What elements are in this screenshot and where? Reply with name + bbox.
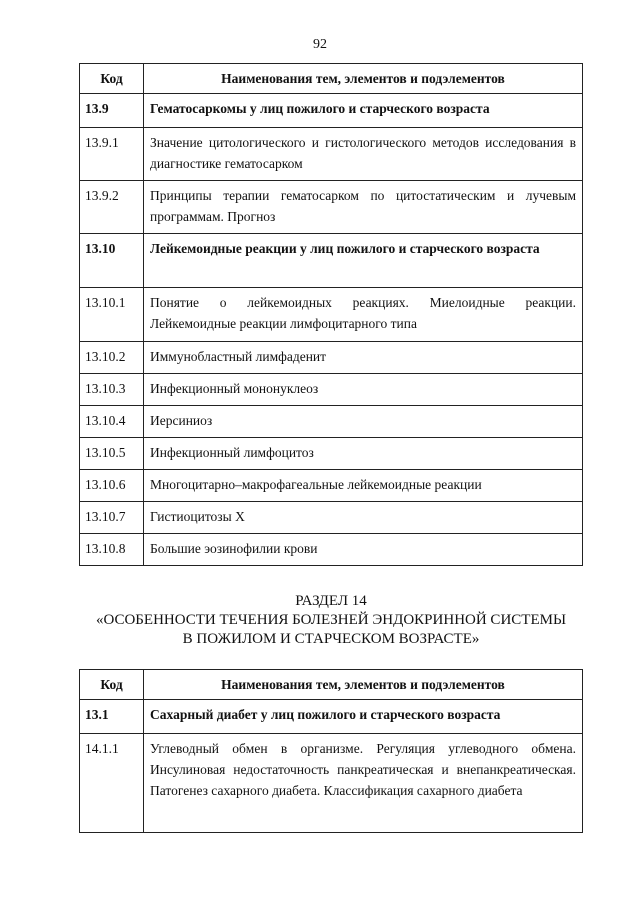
section-heading [79, 592, 583, 649]
table-row [80, 128, 583, 181]
row-text: Значение цитологического и гистологического методов исследования в диагностике гематосарком [144, 128, 583, 181]
row-code: 13.10.4 [80, 406, 144, 438]
row-text: Принципы терапии гематосарком по цитостатическим и лучевым программам. Прогноз [144, 181, 583, 234]
row-code: 13.9 [80, 94, 144, 128]
row-code: 13.10.3 [80, 374, 144, 406]
table-header-row [80, 670, 583, 700]
table-row [80, 700, 583, 734]
row-code: 13.10.7 [80, 502, 144, 534]
row-code: 13.10 [80, 234, 144, 288]
table-row [80, 288, 583, 342]
row-code: 13.1 [80, 700, 144, 734]
row-code: 13.9.1 [80, 128, 144, 181]
table-row [80, 181, 583, 234]
row-text: Инфекционный мононуклеоз [144, 374, 583, 406]
table-header-row [80, 64, 583, 94]
row-code: 13.10.2 [80, 342, 144, 374]
section-title-line-2: В ПОЖИЛОМ И СТАРЧЕСКОМ ВОЗРАСТЕ» [182, 631, 480, 647]
curriculum-table-section-14 [79, 669, 583, 833]
row-text: Лейкемоидные реакции у лиц пожилого и старческого возраста [144, 234, 583, 288]
header-code: Код [80, 64, 144, 94]
header-code: Код [80, 670, 144, 700]
header-name: Наименования тем, элементов и подэлементов [144, 670, 583, 700]
curriculum-table-section-13 [79, 63, 583, 566]
row-text: Сахарный диабет у лиц пожилого и старческого возраста [144, 700, 583, 734]
table-row [80, 470, 583, 502]
row-text: Большие эозинофилии крови [144, 534, 583, 566]
section-number: РАЗДЕЛ 14 [295, 593, 367, 609]
row-code: 13.9.2 [80, 181, 144, 234]
section-title-line-1: «ОСОБЕННОСТИ ТЕЧЕНИЯ БОЛЕЗНЕЙ ЭНДОКРИННОЙ СИСТЕМЫ [95, 612, 567, 628]
table-row [80, 94, 583, 128]
row-text: Многоцитарно–макрофагеальные лейкемоидные реакции [144, 470, 583, 502]
row-code: 13.10.8 [80, 534, 144, 566]
row-code: 13.10.6 [80, 470, 144, 502]
row-text: Гематосаркомы у лиц пожилого и старческого возраста [144, 94, 583, 128]
table-row [80, 234, 583, 288]
table-row [80, 406, 583, 438]
table-row [80, 438, 583, 470]
row-text: Гистиоцитозы Х [144, 502, 583, 534]
row-text: Иерсиниоз [144, 406, 583, 438]
table-row [80, 374, 583, 406]
row-code: 13.10.1 [80, 288, 144, 342]
row-code: 13.10.5 [80, 438, 144, 470]
row-text: Инфекционный лимфоцитоз [144, 438, 583, 470]
table-row [80, 502, 583, 534]
page-number: 92 [313, 37, 327, 52]
row-text: Углеводный обмен в организме. Регуляция углеводного обмена. Инсулиновая недостаточность панкреатическая и внепанкреатическая. Патогенез сахарного диабета. Классификация сахарного диабета [144, 734, 583, 833]
table-row [80, 734, 583, 833]
table-row [80, 342, 583, 374]
header-name: Наименования тем, элементов и подэлементов [144, 64, 583, 94]
row-text: Понятие о лейкемоидных реакциях. Миелоидные реакции. Лейкемоидные реакции лимфоцитарного типа [144, 288, 583, 342]
row-text: Иммунобластный лимфаденит [144, 342, 583, 374]
table-row [80, 534, 583, 566]
row-code: 14.1.1 [80, 734, 144, 833]
